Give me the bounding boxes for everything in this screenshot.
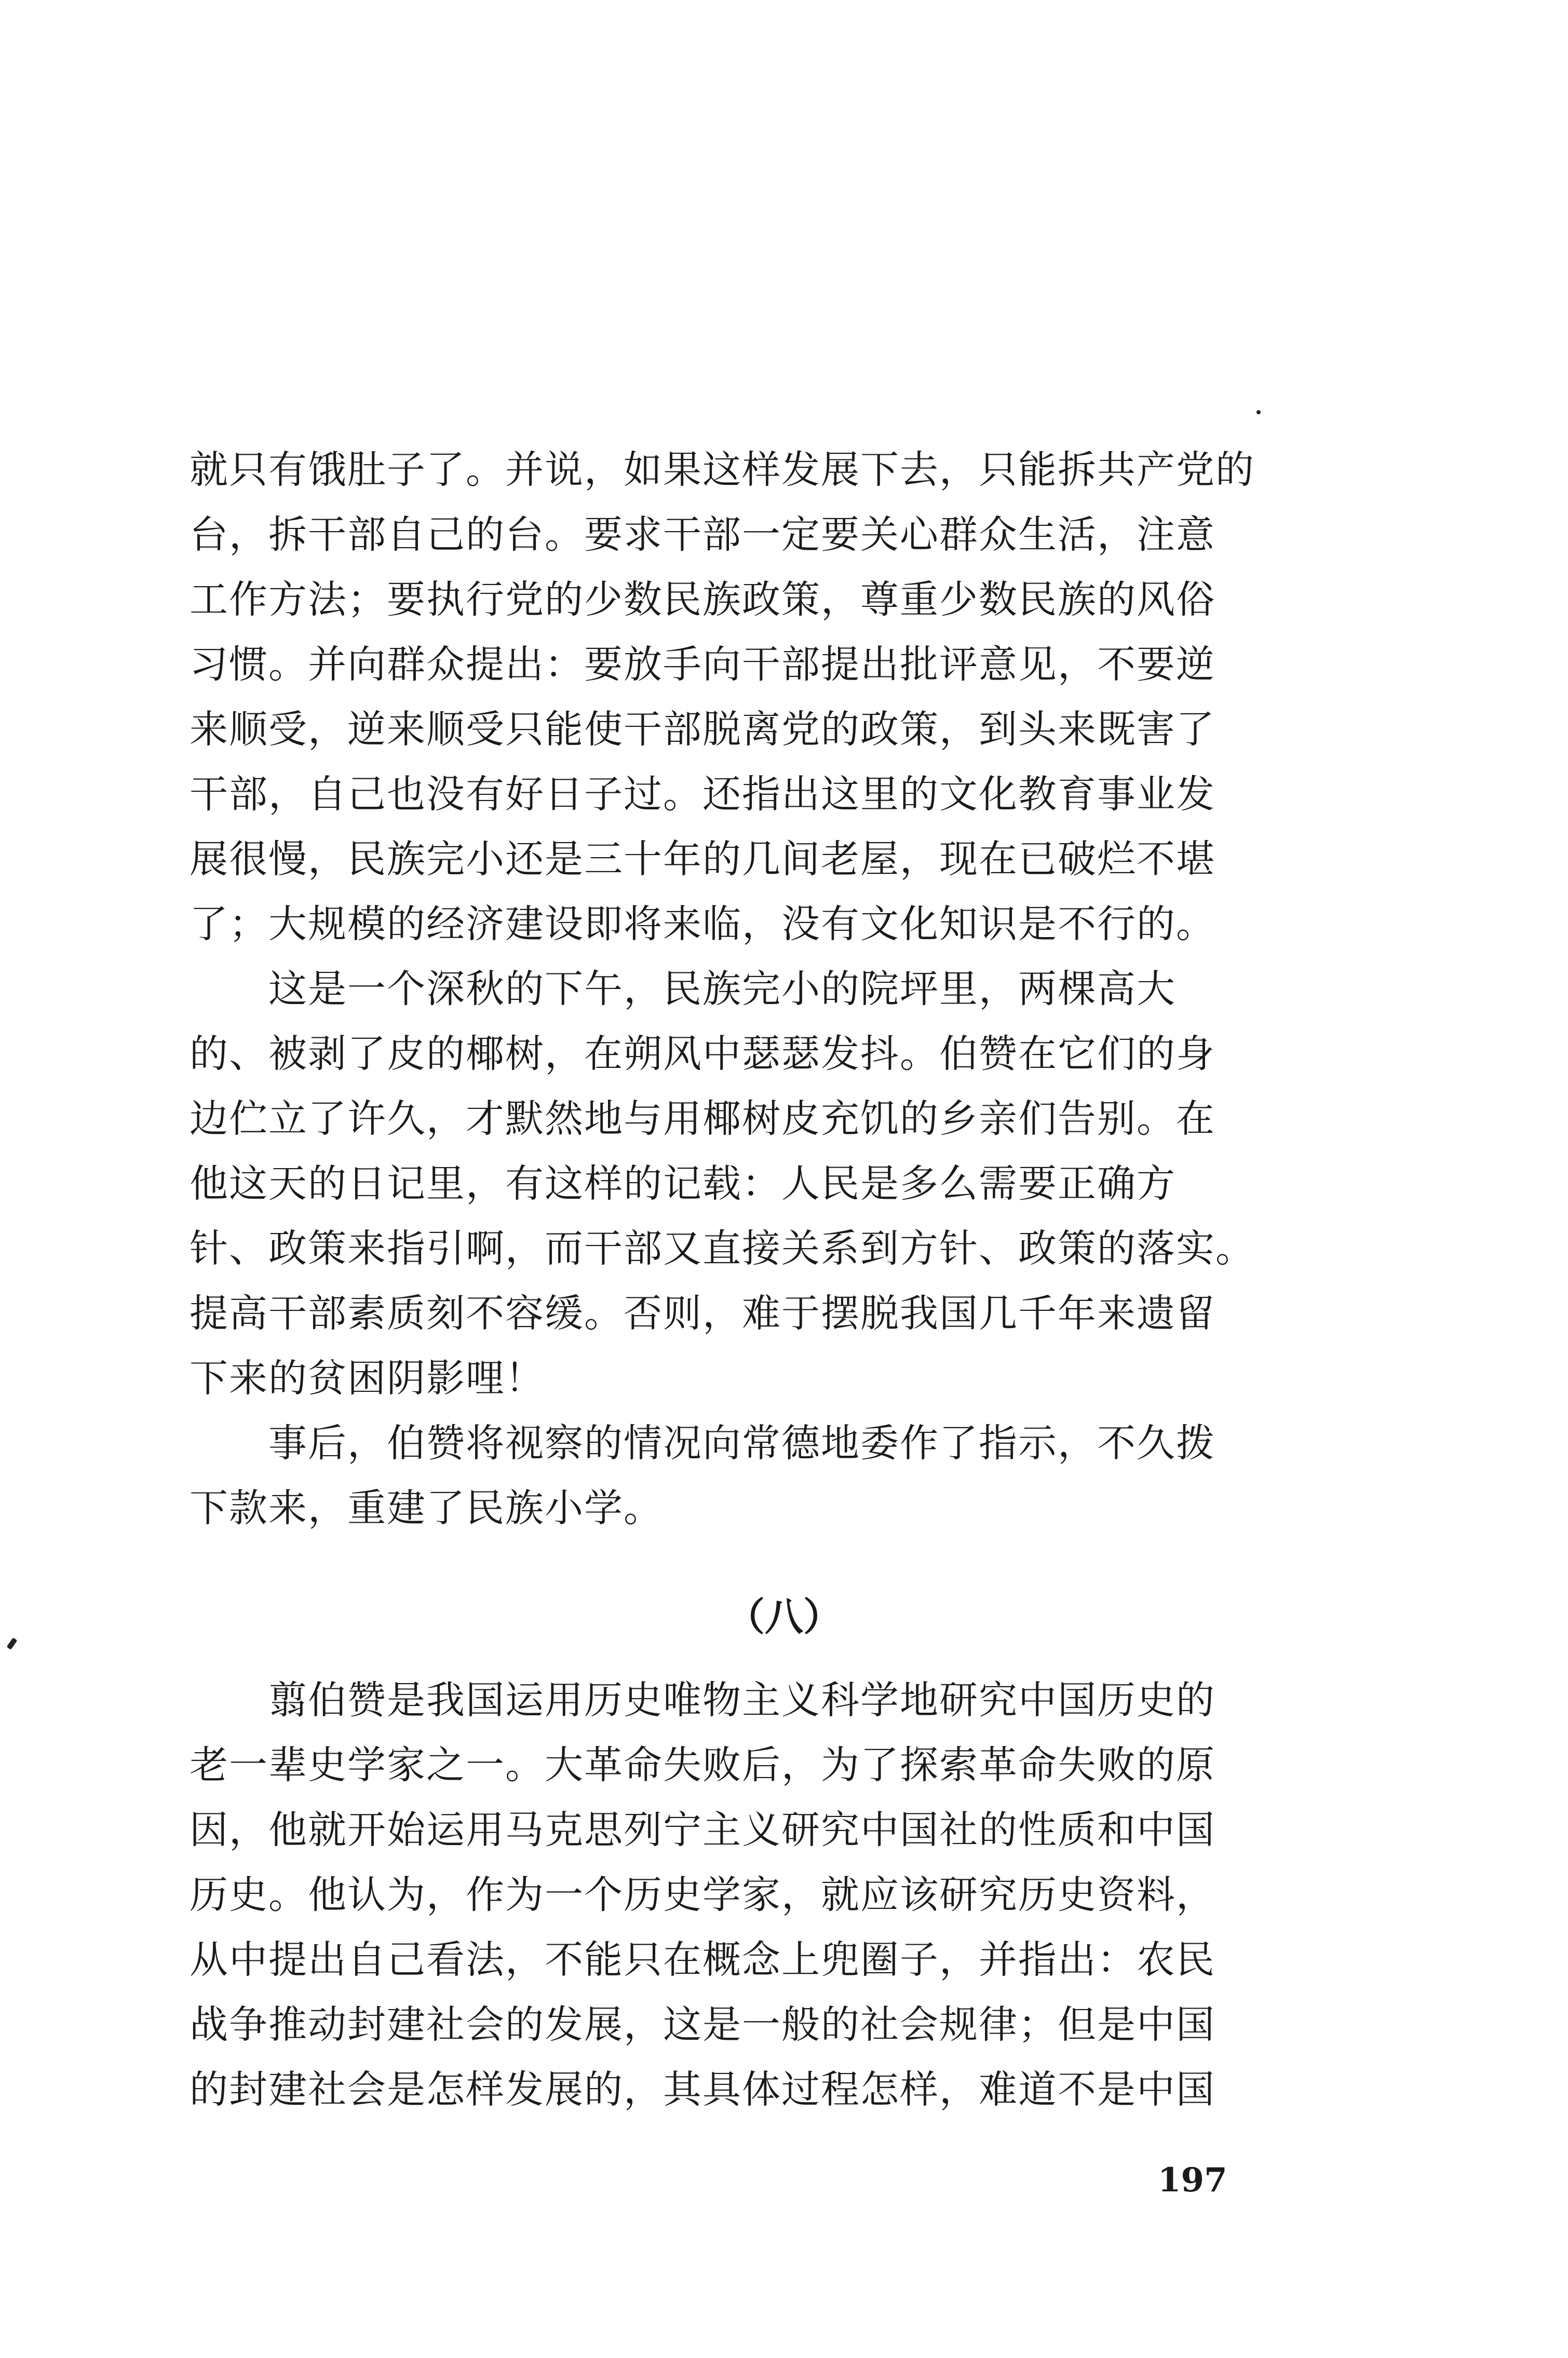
text-line: 干部，自己也没有好日子过。还指出这里的文化教育事业发 xyxy=(190,772,1215,817)
text-line: 老一辈史学家之一。大革命失败后，为了探索革命失败的原 xyxy=(190,1743,1215,1787)
text-line: 下款来，重建了民族小学。 xyxy=(190,1486,663,1530)
text-line: 下来的贫困阴影哩！ xyxy=(190,1356,545,1401)
section-heading: （八） xyxy=(726,1595,842,1639)
paragraph-first-line: 翦伯赞是我国运用历史唯物主义科学地研究中国历史的 xyxy=(190,1678,1215,1723)
text-line: 提高干部素质刻不容缓。否则，难于摆脱我国几千年来遗留 xyxy=(190,1291,1215,1336)
text-line: 的、被剥了皮的椰树，在朔风中瑟瑟发抖。伯赞在它们的身 xyxy=(190,1032,1215,1076)
text-line: 台，拆干部自己的台。要求干部一定要关心群众生活，注意 xyxy=(190,512,1215,557)
text-line: 战争推动封建社会的发展，这是一般的社会规律；但是中国 xyxy=(190,2002,1215,2047)
text-line: 习惯。并向群众提出：要放手向干部提出批评意见，不要逆 xyxy=(190,642,1215,687)
text-line: 针、政策来指引啊，而干部又直接关系到方针、政策的落实。 xyxy=(190,1226,1255,1271)
text-line: 边伫立了许久，才默然地与用椰树皮充饥的乡亲们告别。在 xyxy=(190,1096,1215,1141)
text-line: 展很慢，民族完小还是三十年的几间老屋，现在已破烂不堪 xyxy=(190,837,1215,882)
text-line: 因，他就开始运用马克思列宁主义研究中国社的性质和中国 xyxy=(190,1808,1215,1852)
paragraph-first-line: 事后，伯赞将视察的情况向常德地委作了指示，不久拨 xyxy=(190,1421,1215,1466)
text-line: 了；大规模的经济建设即将来临，没有文化知识是不行的。 xyxy=(190,902,1215,946)
paragraph-first-line: 这是一个深秋的下午，民族完小的院坪里，两棵高大 xyxy=(190,967,1176,1011)
scan-speck xyxy=(1256,410,1261,414)
text-line: 来顺受，逆来顺受只能使干部脱离党的政策，到头来既害了 xyxy=(190,707,1215,752)
text-line: 工作方法；要执行党的少数民族政策，尊重少数民族的风俗 xyxy=(190,577,1215,622)
text-line: 从中提出自己看法，不能只在概念上兜圈子，并指出：农民 xyxy=(190,1937,1215,1982)
text-line: 的封建社会是怎样发展的，其具体过程怎样，难道不是中国 xyxy=(190,2067,1215,2112)
text-line: 就只有饿肚子了。并说，如果这样发展下去，只能拆共产党的 xyxy=(190,448,1255,492)
text-line: 他这天的日记里，有这样的记载：人民是多么需要正确方 xyxy=(190,1161,1176,1206)
page-number: 197 xyxy=(1158,2161,1227,2200)
text-line: 历史。他认为，作为一个历史学家，就应该研究历史资料， xyxy=(190,1873,1215,1917)
